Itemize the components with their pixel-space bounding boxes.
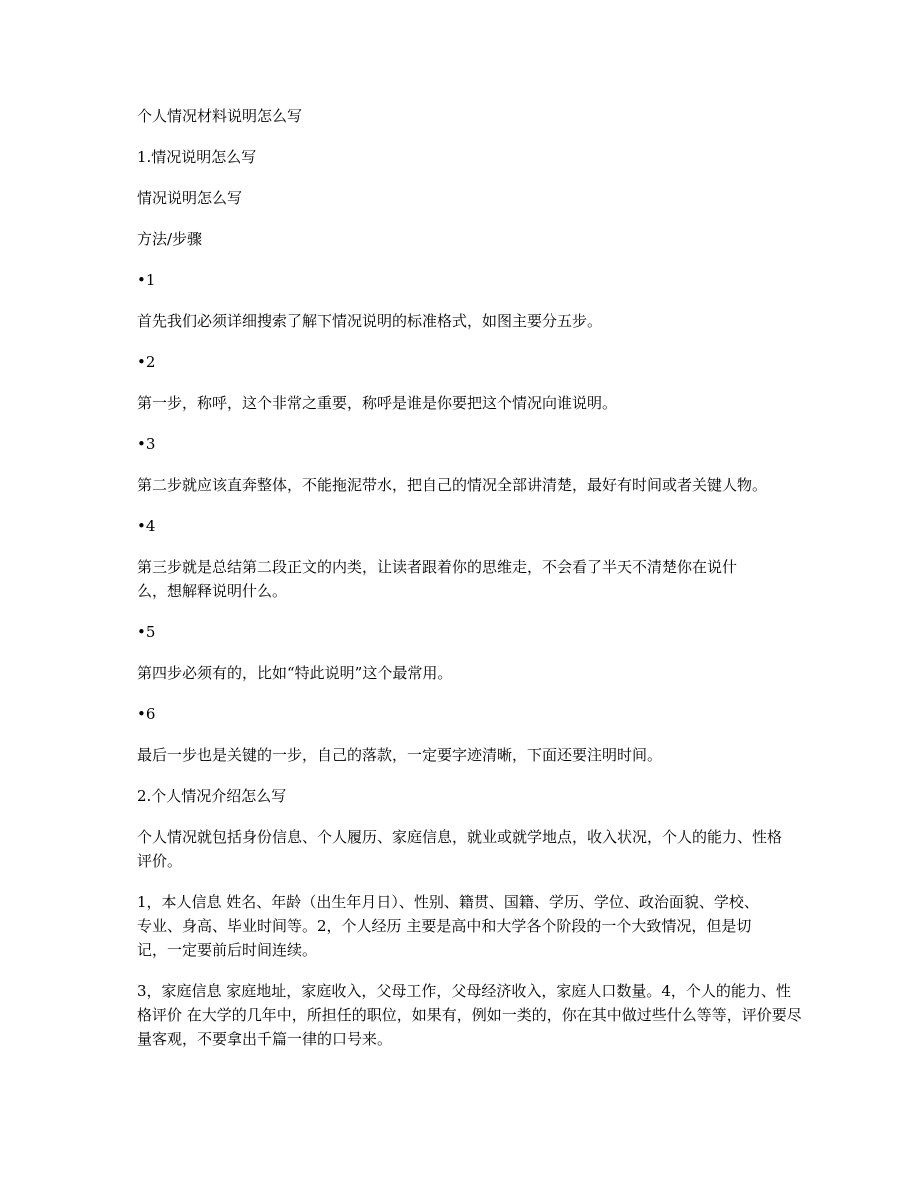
step-marker: •6 [137, 705, 156, 723]
document-title: 个人情况材料说明怎么写 [137, 107, 303, 125]
paragraph: 1，本人信息 姓名、年龄（出生年月日）、性别、籍贯、国籍、学历、学位、政治面貌、学校、专业、身高、毕业时间等。2，个人经历 主要是高中和大学各个阶段的一个大致情况，但是切记，一定要前后时间连续。 [137, 893, 759, 959]
step-text: 首先我们必须详细搜索了解下情况说明的标准格式，如图主要分五步。 [137, 312, 603, 330]
step-marker: •1 [137, 271, 156, 289]
method-heading: 方法/步骤 [137, 230, 203, 248]
step-text: 第二步就应该直奔整体，不能拖泥带水，把自己的情况全部讲清楚，最好有时间或者关键人物。 [137, 476, 768, 494]
section-2-heading: 2.个人情况介绍怎么写 [137, 787, 287, 805]
step-marker: •5 [137, 623, 156, 641]
step-text: 第三步就是总结第二段正文的内类，让读者跟着你的思维走，不会看了半天不清楚你在说什么，想解释说明什么。 [137, 558, 738, 600]
section-1-heading: 1.情况说明怎么写 [137, 148, 257, 166]
step-text: 第一步，称呼，这个非常之重要，称呼是谁是你要把这个情况向谁说明。 [137, 394, 618, 412]
step-text: 最后一步也是关键的一步，自己的落款，一定要字迹清晰，下面还要注明时间。 [137, 746, 663, 764]
sub-heading: 情况说明怎么写 [137, 189, 243, 207]
step-marker: •4 [137, 517, 156, 535]
step-text: 第四步必须有的，比如“特此说明”这个最常用。 [137, 664, 453, 682]
paragraph: 3，家庭信息 家庭地址，家庭收入，父母工作，父母经济收入，家庭人口数量。4，个人的能力、性格评价 在大学的几年中，所担任的职位，如果有，例如一类的，你在其中做过些什么等等，评价要尽量客观，不要拿出千篇一律的口号来。 [137, 982, 802, 1048]
step-marker: •3 [137, 435, 156, 453]
paragraph: 个人情况就包括身份信息、个人履历、家庭信息，就业或就学地点，收入状况，个人的能力、性格评价。 [137, 828, 783, 870]
step-marker: •2 [137, 353, 156, 371]
document-page [137, 104, 802, 1068]
